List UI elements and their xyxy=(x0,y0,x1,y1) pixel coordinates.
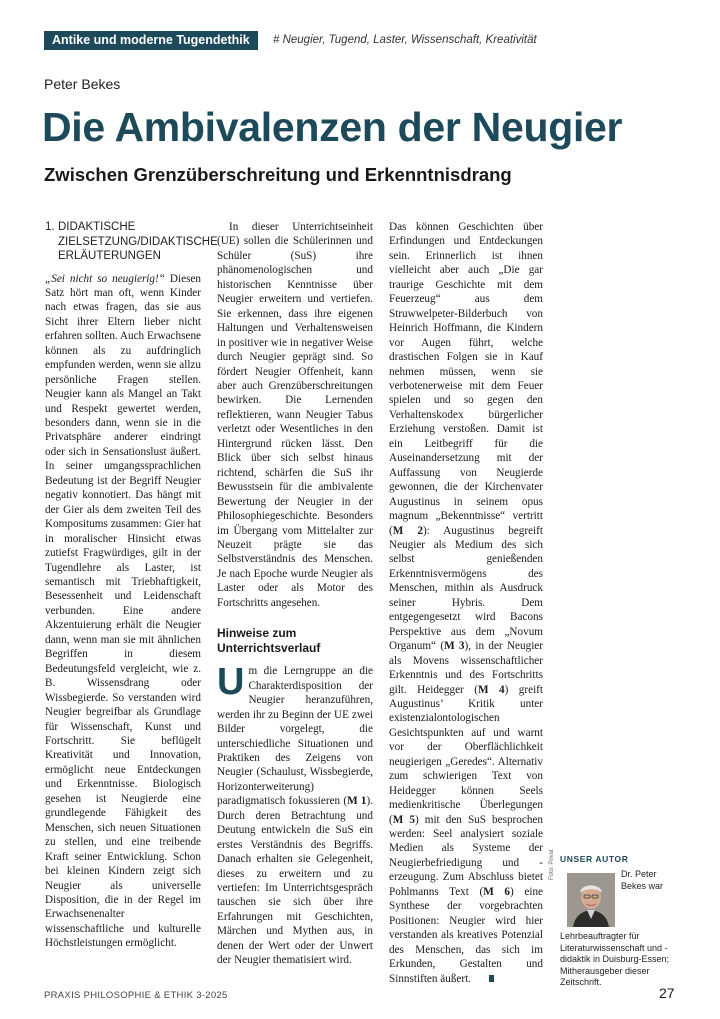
column-1 xyxy=(45,220,218,951)
article-author: Peter Bekes xyxy=(44,76,121,92)
author-bio xyxy=(560,869,676,989)
section-heading-hints: Hinweise zum Unterrichtsverlauf xyxy=(217,626,321,656)
course-text-g: ) eine Synthese der vorgebrachten Positionen: Neugier wird hier verstanden als kreatives Potenzial des Menschen, das sich im Erkunden, Gestalten und Sinnstiften äußert. xyxy=(389,885,543,985)
course-text-c: Das können Geschichten über Erfindungen und Entdeckungen sein. Erinnerlich ist ihnen vielleicht aber auch „Die gar traurige Geschichte mit dem Feuerzeug“ aus dem Struwwelpeter-Bilderbuch von Heinrich Hoffmann, die Kindern vor Augen führt, welche drastischen Folgen sie in Kauf nehmen müssen, wenn sie verbotenerweise mit dem Feuer spielen und so gegen den Verhaltenskodex bürgerlicher Erziehung verstoßen. Damit ist ein Leitbegriff für die Auseinandersetzung mit der Auffassung von Neugierde gewonnen, die der Kirchenvater Augustinus in seinem opus magnum „Bekenntnisse“ vertritt ( xyxy=(389,221,543,537)
material-ref-m5: M 5 xyxy=(392,813,415,826)
drop-cap: U xyxy=(217,661,245,704)
photo-credit: Foto: Privat xyxy=(549,849,555,880)
article-title: Die Ambivalenzen der Neugier xyxy=(42,104,623,150)
material-ref-m1: M 1 xyxy=(347,795,367,808)
page-number: 27 xyxy=(659,985,675,1001)
footer-journal: PRAXIS PHILOSOPHIE & ETHIK 3-2025 xyxy=(44,990,228,1001)
material-ref-m6: M 6 xyxy=(483,885,511,898)
article-subtitle: Zwischen Grenzüberschreitung und Erkenntnisdrang xyxy=(44,164,512,185)
paragraph-intro xyxy=(45,272,201,951)
about-author-label: UNSER AUTOR xyxy=(560,854,629,864)
paragraph-course-continued xyxy=(389,220,543,986)
paragraph-intro-text: Diesen Satz hört man oft, wenn Kinder nach etwas fragen, das sie aus Sicht ihrer Eltern lieber nicht erfahren sollten. Auch Erwachsene können als zu aufdringlich empfunden werden, wenn sie allzu persönliche Fragen stellen. Neugier kann als Mangel an Takt und Respekt gewertet werden, besonders dann, wenn sie in die Privatsphäre anderer eindringt oder sich in Sensationslust äußert. In seiner umgangssprachlichen Bedeutung ist der Begriff Neugier negativ konnotiert. Das hängt mit der Gier als dem zweiten Teil des Kompositums zusammen: Gier hat in moralischer Hinsicht etwas zutiefst Fragwürdiges, gilt in der Tugendlehre als Laster, ist semantisch mit Triebhaftigkeit, Besessenheit und Leidenschaft verbunden. Eine andere Akzentuierung erhält die Neugier dann, wenn man sie mit ähnlichen Begriffen in diesem Bedeutungsfeld vergleicht, wie z. B. Wissensdrang oder Wissbegierde. So verstanden wird Neugier begreifbar als Grundlage für Wissenschaft, Kunst und Fortschritt. Sie beflügelt Kreativität und Innovation, ermöglicht neue Entdeckungen und Erkenntnisse. Biologisch gesehen ist Neugierde eine grundlegende Fähigkeit des Menschen, sich neuen Situationen zu stellen, und eine treibende Kraft seiner Entwicklung. Schon bei kleinen Kindern zeigt sich Neugier als universelle Disposition, die in der Regel im Erwachsenenalter wissenschaftliche und kulturelle Höchstleistungen ermöglicht. xyxy=(45,272,201,950)
section-number: 1. xyxy=(45,221,55,233)
course-text-f: ) mit den SuS besprochen werden: Seel analysiert soziale Medien als Systeme der Neugierbefriedigung und -erzeugung. Zum Abschluss bietet Pohlmanns Text ( xyxy=(389,813,543,898)
section-heading xyxy=(45,220,218,264)
author-bio-text: Dr. Peter Bekes war Lehrbeauftragter für Literaturwissenschaft und -didaktik in Duisburg-Essen; Mitherausgeber dieser Zeitschrift. xyxy=(560,869,670,988)
section-heading-text: DIDAKTISCHE ZIELSETZUNG/DIDAKTISCHE ERLÄUTERUNGEN xyxy=(58,221,218,262)
course-text-e: ) greift Augustinus’ Kritik unter existenzialontologischen Gesichtspunkten auf und warnt vor der Oberflächlichkeit neugierigen „Geredes“. Alternativ zum schwierigen Text von Heidegger können Seels medienkritische Überlegungen ( xyxy=(389,683,544,826)
paragraph-unit-goals: In dieser Unterrichtseinheit (UE) sollen die Schülerinnen und Schüler (SuS) ihre phänomenologischen und historischen Kenntnisse über Neugier erweitern und vertiefen. Sie erkennen, dass ihre eigenen Haltungen und Verhaltensweisen in positiver wie in negativer Weise durch Neugier geprägt sind. So fördert Neugier Offenheit, kann aber auch Grenzüberschreitungen bewirken. Die Lernenden reflektieren, wann Neugier Tabus verletzt oder Wesentliches in den Hintergrund rücken lässt. Den Blick über sich selbst hinaus richtend, schärfen die SuS ihr Bewusstsein für die ambivalente Bewertung der Neugier in der Philosophiegeschichte. Besonders im Übergang vom Mittelalter zur Neuzeit prägte sie das Selbstverständnis des Menschen. Je nach Epoche wurde Neugier als Laster oder als Motor des Fortschritts angesehen. xyxy=(217,221,373,609)
end-mark xyxy=(489,975,494,982)
course-text-b: ). Durch deren Betrachtung und Deutung entwickeln die SuS ein erstes Verständnis des Begriffs. Danach erhalten sie Gelegenheit, dieses zu erweitern und zu vertiefen: Im Unterrichtsgespräch tauschen sie sich über ihre Erfahrungen mit Geschichten, Märchen und Mythen aus, in denen der Wert oder der Unwert der Neugier thematisiert wird. xyxy=(217,795,373,967)
material-ref-m4: M 4 xyxy=(477,683,505,696)
column-3 xyxy=(389,220,543,986)
material-ref-m2: M 2 xyxy=(392,524,423,537)
course-text-a: m die Lerngruppe an die Charakterdisposition der Neugier heranzuführen, werden ihr zu Beginn der UE zwei Bilder vorgelegt, die unterschiedliche Situationen und Praktiken des Zeigens von Neugier (Schaulust, Wissbegierde, Horizonterweiterung) paradigmatisch fokussieren ( xyxy=(217,665,373,808)
material-ref-m3: M 3 xyxy=(444,640,465,653)
column-2 xyxy=(217,220,373,968)
quote: „Sei nicht so neugierig!“ xyxy=(45,272,165,285)
keyword-tags: # Neugier, Tugend, Laster, Wissenschaft, Kreativität xyxy=(273,34,537,46)
rubric-label: Antike und moderne Tugendethik xyxy=(44,31,258,50)
course-text-d: ), in der Neugier als Movens wissenschaftlicher Erkenntnis und des Fortschritts gilt. Heidegger ( xyxy=(389,640,544,696)
course-text-d1: ): Augustinus begreift Neugier als Medium des sich selbst genießenden Erkenntnisvermögens des Menschen, mithin als Ausdruck seiner Hybris. Dem entgegengesetzt wird Bacons Perspektive aus dem „Novum Organum“ ( xyxy=(389,524,543,653)
paragraph-course xyxy=(217,661,373,968)
